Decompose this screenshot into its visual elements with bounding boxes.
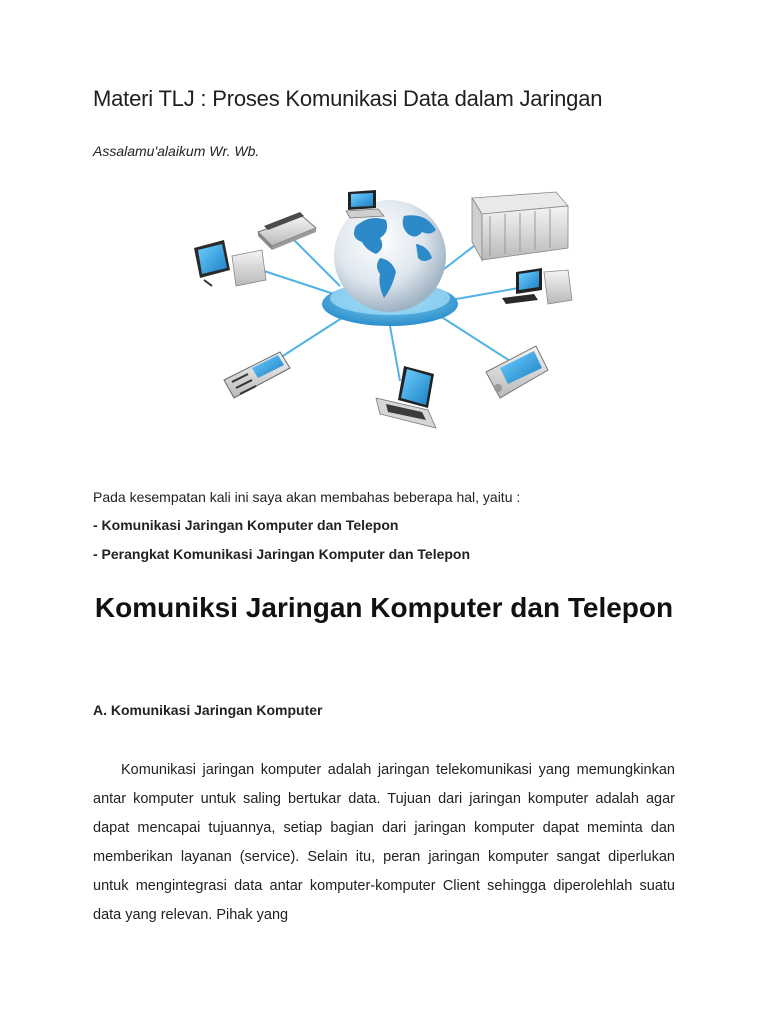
desktop-pc-icon (502, 268, 572, 304)
pda-icon (486, 346, 548, 398)
terminal-icon (194, 240, 266, 286)
network-illustration (190, 176, 578, 448)
server-rack-icon (472, 192, 568, 260)
topic-list (93, 517, 470, 575)
document-title: Materi TLJ : Proses Komunikasi Data dalam Jaringan (93, 86, 603, 111)
subsection-heading: A. Komunikasi Jaringan Komputer (93, 702, 323, 718)
topic-item: - Komunikasi Jaringan Komputer dan Telepon (93, 517, 399, 533)
intro-text: Pada kesempatan kali ini saya akan membahas beberapa hal, yaitu : (93, 489, 521, 505)
scanner-icon (258, 212, 316, 250)
topic-item: - Perangkat Komunikasi Jaringan Komputer dan Telepon (93, 546, 471, 562)
section-heading: Komuniksi Jaringan Komputer dan Telepon (94, 592, 674, 623)
body-paragraph: Komunikasi jaringan komputer adalah jaringan telekomunikasi yang memungkinkan antar komputer untuk saling bertukar data. Tujuan dari jaringan komputer adalah agar dapat mencapai tujuannya, setiap bagian dari jaringan komputer dapat meminta dan memberikan layanan (service). Selain itu, peran jaringan komputer sangat diperlukan untuk mengintegrasi data antar komputer-komputer Client sehingga diperolehlah suatu data yang relevan. Pihak yang (93, 762, 675, 923)
laptop-icon (376, 366, 436, 428)
mobile-phone-icon (224, 352, 290, 398)
greeting: Assalamu'alaikum Wr. Wb. (93, 143, 260, 159)
